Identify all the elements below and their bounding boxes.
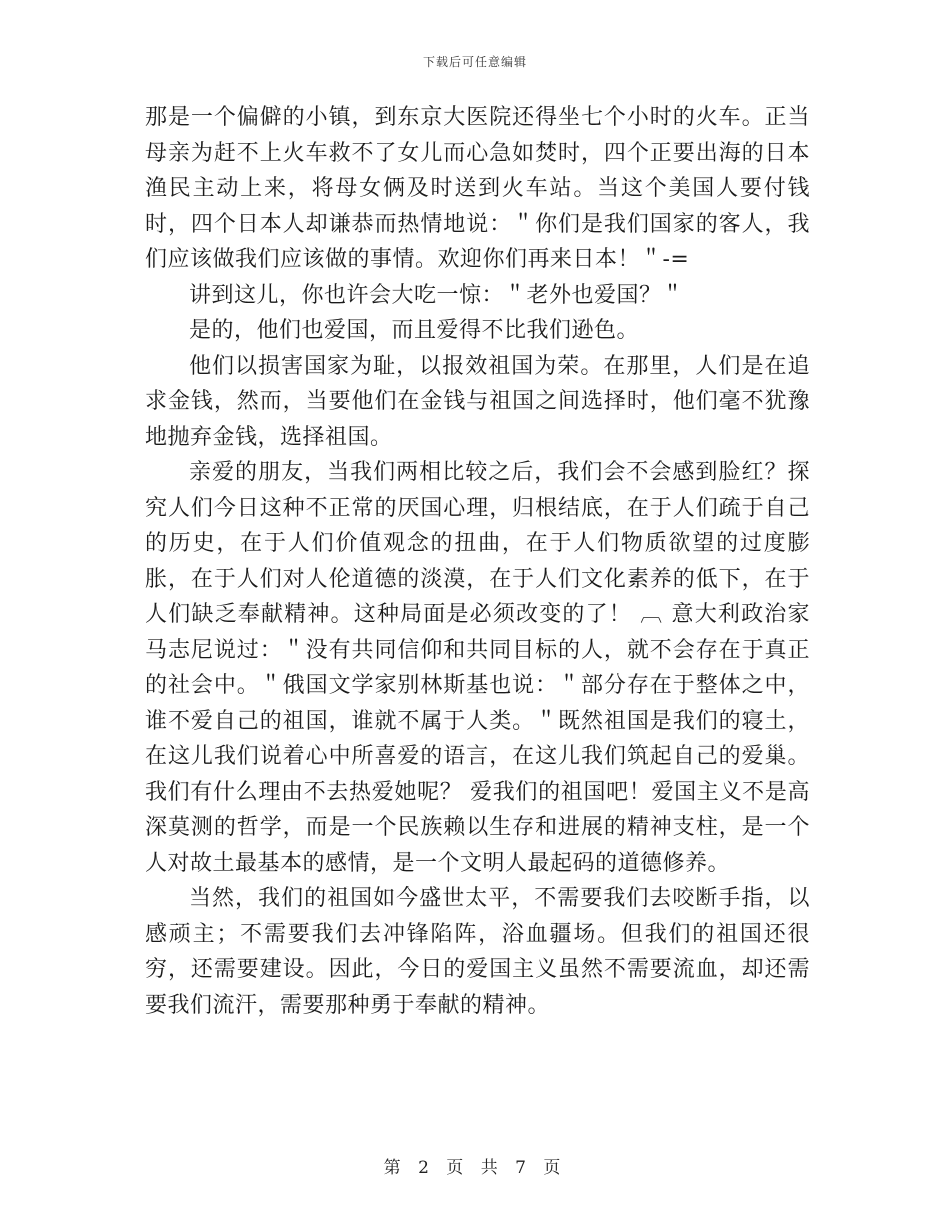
paragraph-4: 他们以损害国家为耻，以报效祖国为荣。在那里，人们是在追求金钱，然而，当要他们在金钱与祖国之间选择时，他们毫不犹豫地抛弃金钱，选择祖国。 xyxy=(145,353,810,450)
page-number-footer: 第 2 页 共 7 页 xyxy=(383,1158,567,1178)
paragraph-3: 是的，他们也爱国，而且爱得不比我们逊色。 xyxy=(189,318,640,343)
document-body xyxy=(145,100,810,1023)
page-header-note: 下载后可任意编辑 xyxy=(422,55,527,69)
paragraph-5: 亲爱的朋友，当我们两相比较之后，我们会不会感到脸红？探究人们今日这种不正常的厌国心理，归根结底，在于人们疏于自己的历史，在于人们价值观念的扭曲，在于人们物质欲望的过度膨胀，在于人们对人伦道德的淡漠，在于人们文化素养的低下，在于人们缺乏奉献精神。这种局面是必须改变的了！ ︹ 意大利政治家马志尼说过：＂没有共同信仰和共同目标的人，就不会存在于真正的社会中。＂俄国文学家别林斯基也说：＂部分存在于整体之中，谁不爱自己的祖国，谁就不属于人类。＂既然祖国是我们的寝土，在这儿我们说着心中所喜爱的语言，在这儿我们筑起自己的爱巢。我们有什么理由不去热爱她呢？ 爱我们的祖国吧！爱国主义不是高深莫测的哲学，而是一个民族赖以生存和进展的精神支柱，是一个人对故土最基本的感情，是一个文明人最起码的道德修养。 xyxy=(145,460,810,876)
paragraph-6: 当然，我们的祖国如今盛世太平，不需要我们去咬断手指，以感顽主；不需要我们去冲锋陷阵，浴血疆场。但我们的祖国还很穷，还需要建设。因此，今日的爱国主义虽然不需要流血，却还需要我们流汗，需要那种勇于奉献的精神。 xyxy=(145,886,810,1018)
paragraph-1: 那是一个偏僻的小镇，到东京大医院还得坐七个小时的火车。正当母亲为赶不上火车救不了女儿而心急如焚时，四个正要出海的日本渔民主动上来，将母女俩及时送到火车站。当这个美国人要付钱时，四个日本人却谦恭而热情地说：＂你们是我们国家的客人，我们应该做我们应该做的事情。欢迎你们再来日本！＂-= xyxy=(145,105,810,272)
paragraph-2: 讲到这儿，你也许会大吃一惊：＂老外也爱国？＂ xyxy=(189,282,685,308)
